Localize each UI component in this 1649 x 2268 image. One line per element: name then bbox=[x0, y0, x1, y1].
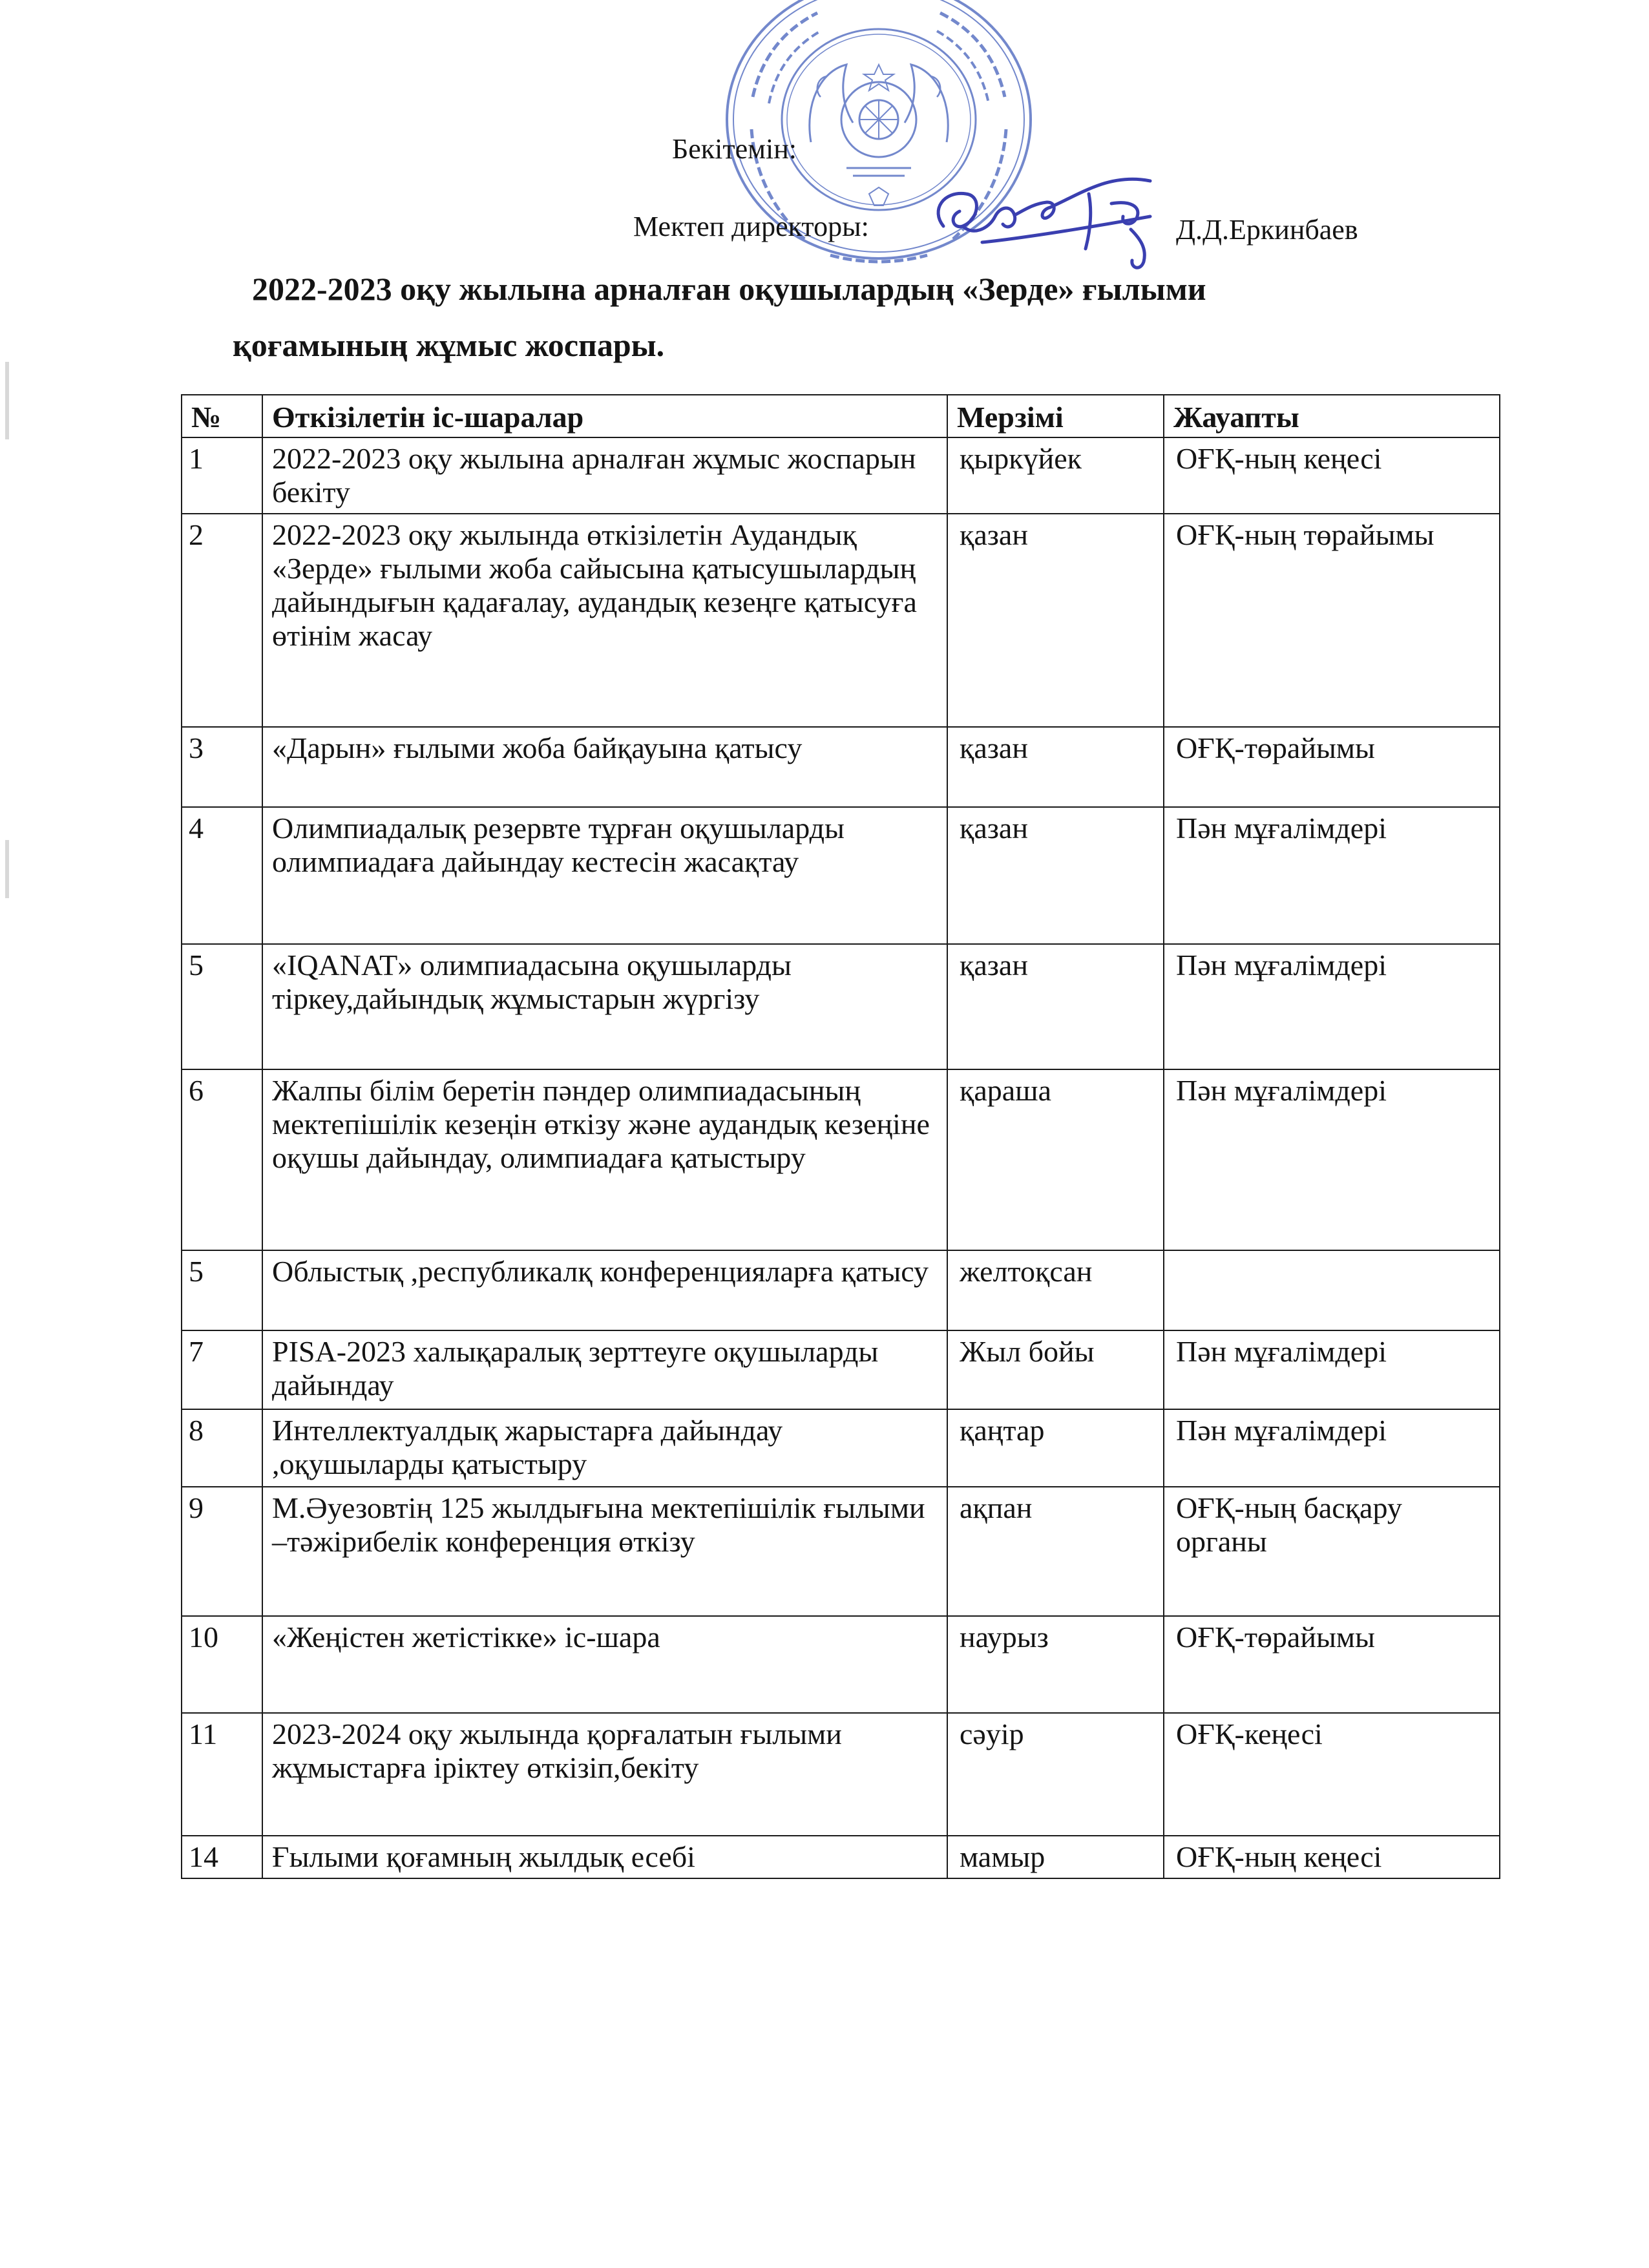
row-event: Ғылыми қоғамның жылдық есебі bbox=[262, 1836, 947, 1878]
header-number: № bbox=[182, 395, 262, 437]
row-responsible: ОҒҚ-кеңесі bbox=[1164, 1713, 1500, 1836]
row-event: «IQANAT» олимпиадасына оқушыларды тіркеу,дайындық жұмыстарын жүргізу bbox=[262, 944, 947, 1069]
director-signature bbox=[918, 165, 1202, 281]
row-date: желтоқсан bbox=[947, 1250, 1164, 1330]
row-responsible: ОҒҚ-ның төрайымы bbox=[1164, 514, 1500, 727]
row-event: Облыстық ,республикалқ конференцияларға қатысу bbox=[262, 1250, 947, 1330]
director-name: Д.Д.Еркинбаев bbox=[1176, 214, 1358, 246]
row-date: сәуір bbox=[947, 1713, 1164, 1836]
row-number: 14 bbox=[182, 1836, 262, 1878]
row-number: 6 bbox=[182, 1069, 262, 1250]
row-event: 2023-2024 оқу жылында қорғалатын ғылыми жұмыстарға іріктеу өткізіп,бекіту bbox=[262, 1713, 947, 1836]
scan-mark bbox=[5, 840, 9, 898]
row-responsible: Пән мұғалімдері bbox=[1164, 944, 1500, 1069]
director-label: Мектеп директоры: bbox=[633, 211, 869, 242]
table-row bbox=[182, 1409, 1500, 1487]
row-date: қараша bbox=[947, 1069, 1164, 1250]
table-row bbox=[182, 1836, 1500, 1878]
table-row bbox=[182, 807, 1500, 944]
row-number: 11 bbox=[182, 1713, 262, 1836]
row-responsible: ОҒҚ-ның басқару органы bbox=[1164, 1487, 1500, 1616]
row-date: қазан bbox=[947, 727, 1164, 807]
row-event: «Жеңістен жетістікке» іс-шара bbox=[262, 1616, 947, 1713]
row-date: Жыл бойы bbox=[947, 1330, 1164, 1409]
row-event: Жалпы білім беретін пәндер олимпиадасының мектепішілік кезеңін өткізу және аудандық кезеңіне оқушы дайындау, олимпиадаға қатыстыру bbox=[262, 1069, 947, 1250]
row-number: 5 bbox=[182, 944, 262, 1069]
row-responsible: Пән мұғалімдері bbox=[1164, 1409, 1500, 1487]
table-row bbox=[182, 514, 1500, 727]
table-header-row bbox=[182, 395, 1500, 437]
table-row bbox=[182, 1487, 1500, 1616]
table-row bbox=[182, 944, 1500, 1069]
header-responsible: Жауапты bbox=[1164, 395, 1500, 437]
row-date: қазан bbox=[947, 807, 1164, 944]
row-date: мамыр bbox=[947, 1836, 1164, 1878]
header-date: Мерзімі bbox=[947, 395, 1164, 437]
row-date: қазан bbox=[947, 944, 1164, 1069]
row-number: 7 bbox=[182, 1330, 262, 1409]
header-event: Өткізілетін іс-шаралар bbox=[262, 395, 947, 437]
row-responsible: ОҒҚ-төрайымы bbox=[1164, 1616, 1500, 1713]
row-number: 9 bbox=[182, 1487, 262, 1616]
row-responsible: ОҒҚ-ның кеңесі bbox=[1164, 1836, 1500, 1878]
table-row bbox=[182, 1330, 1500, 1409]
document-title-line2: қоғамының жұмыс жоспары. bbox=[233, 327, 665, 363]
row-date: наурыз bbox=[947, 1616, 1164, 1713]
row-number: 8 bbox=[182, 1409, 262, 1487]
table-row bbox=[182, 727, 1500, 807]
table-row bbox=[182, 1069, 1500, 1250]
table-row bbox=[182, 437, 1500, 514]
row-date: қазан bbox=[947, 514, 1164, 727]
work-plan-table bbox=[181, 394, 1500, 1879]
document-title-line1: 2022-2023 оқу жылына арналған оқушылардың «Зерде» ғылыми bbox=[252, 271, 1206, 307]
row-number: 2 bbox=[182, 514, 262, 727]
row-responsible: Пән мұғалімдері bbox=[1164, 807, 1500, 944]
table-row bbox=[182, 1616, 1500, 1713]
row-date: қыркүйек bbox=[947, 437, 1164, 514]
approval-label: Бекітемін: bbox=[672, 133, 797, 165]
row-event: 2022-2023 оқу жылына арналған жұмыс жоспарын бекіту bbox=[262, 437, 947, 514]
row-responsible bbox=[1164, 1250, 1500, 1330]
row-event: 2022-2023 оқу жылында өткізілетін Аудандық «Зерде» ғылыми жоба сайысына қатысушылардың дайындығын қадағалау, аудандық кезеңге қатысуға өтінім жасау bbox=[262, 514, 947, 727]
row-event: PISA-2023 халықаралық зерттеуге оқушыларды дайындау bbox=[262, 1330, 947, 1409]
table-row bbox=[182, 1250, 1500, 1330]
row-number: 4 bbox=[182, 807, 262, 944]
row-event: Олимпиадалық резервте тұрған оқушыларды олимпиадаға дайындау кестесін жасақтау bbox=[262, 807, 947, 944]
row-number: 5 bbox=[182, 1250, 262, 1330]
row-number: 1 bbox=[182, 437, 262, 514]
row-event: М.Әуезовтің 125 жылдығына мектепішілік ғылыми –тәжірибелік конференция өткізу bbox=[262, 1487, 947, 1616]
row-responsible: ОҒҚ-ның кеңесі bbox=[1164, 437, 1500, 514]
row-date: қаңтар bbox=[947, 1409, 1164, 1487]
row-responsible: Пән мұғалімдері bbox=[1164, 1069, 1500, 1250]
row-date: ақпан bbox=[947, 1487, 1164, 1616]
row-number: 3 bbox=[182, 727, 262, 807]
row-responsible: ОҒҚ-төрайымы bbox=[1164, 727, 1500, 807]
row-event: Интеллектуалдық жарыстарға дайындау ,оқушыларды қатыстыру bbox=[262, 1409, 947, 1487]
scan-mark bbox=[5, 362, 9, 439]
table-row bbox=[182, 1713, 1500, 1836]
row-event: «Дарын» ғылыми жоба байқауына қатысу bbox=[262, 727, 947, 807]
row-responsible: Пән мұғалімдері bbox=[1164, 1330, 1500, 1409]
row-number: 10 bbox=[182, 1616, 262, 1713]
